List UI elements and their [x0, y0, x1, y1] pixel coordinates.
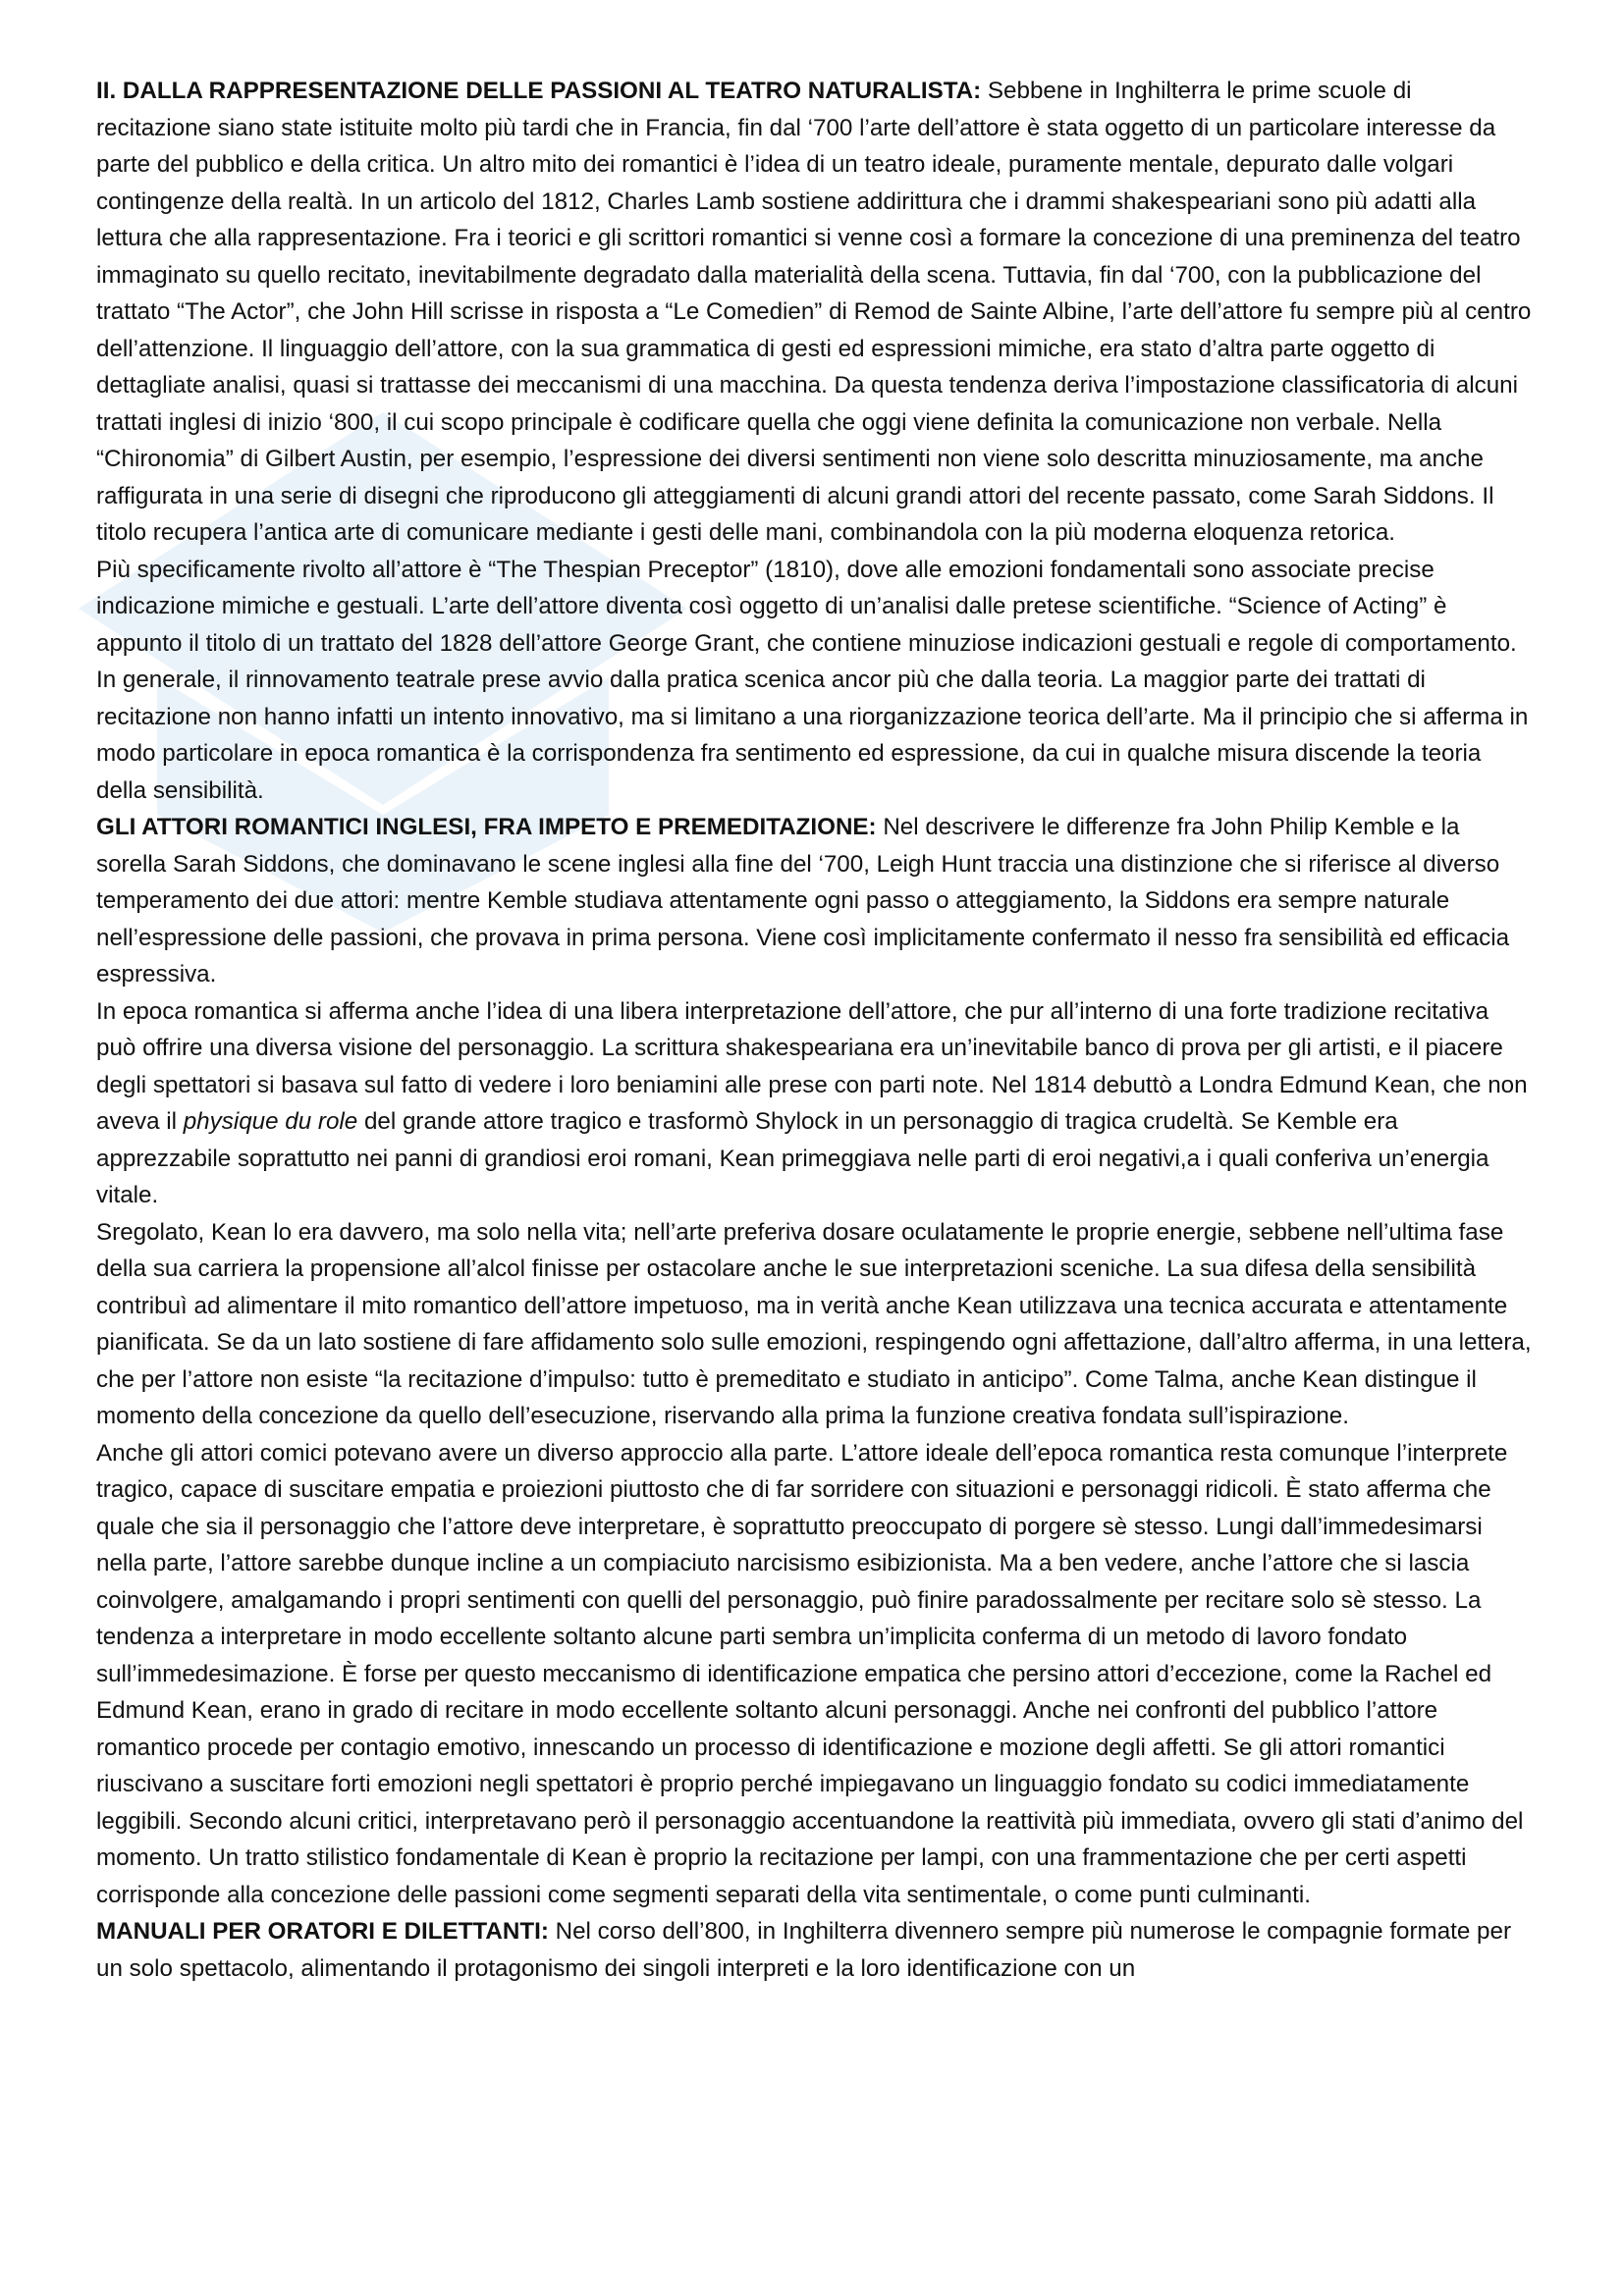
paragraph	[96, 809, 1532, 993]
paragraph: Sregolato, Kean lo era davvero, ma solo nella vita; nell’arte preferiva dosare oculatamente le proprie energie, sebbene nell’ultima fase della sua carriera la propensione all’alcol finisse per ostacolare anche le sue interpretazioni sceniche. La sua difesa della sensibilità contribuì ad alimentare il mito romantico dell’attore impetuoso, ma in verità anche Kean utilizzava una tecnica accurata e attentamente pianificata. Se da un lato sostiene di fare affidamento solo sulle emozioni, respingendo ogni affettazione, dall’altro afferma, in una lettera, che per l’attore non esiste “la recitazione d’impulso: tutto è premeditato e studiato in anticipo”. Come Talma, anche Kean distingue il momento della concezione da quello dell’esecuzione, riservando alla prima la funzione creativa fondata sull’ispirazione.	[96, 1218, 1532, 1429]
section-heading: MANUALI PER ORATORI E DILETTANTI:	[96, 1918, 549, 1945]
paragraph-text: Nel descrivere le differenze fra John Philip Kemble e la sorella Sarah Siddons, che dominavano le scene inglesi alla fine del ‘700, Leigh Hunt traccia una distinzione che si riferisce al diverso temperamento dei due attori: mentre Kemble studiava attentamente ogni passo o atteggiamento, la Siddons era sempre naturale nell’espressione delle passioni, che provava in prima persona. Viene così implicitamente confermato il nesso fra sensibilità ed efficacia espressiva.	[96, 814, 1510, 988]
paragraph-text: In epoca romantica si afferma anche l’idea di una libera interpretazione dell’attore, che pur all’interno di una forte tradizione recitativa può offrire una diversa visione del personaggio. La scrittura shakespeariana era un’inevitabile banco di prova per gli artisti, e il piacere degli spettatori si basava sul fatto di vedere i loro beniamini alle prese con parti note. Nel 1814 debuttò a Londra Edmund Kean, che non aveva il	[96, 997, 1528, 1135]
italic-phrase: physique du role	[183, 1108, 358, 1135]
section-heading: GLI ATTORI ROMANTICI INGLESI, FRA IMPETO E PREMEDITAZIONE:	[96, 814, 877, 840]
section-heading: II. DALLA RAPPRESENTAZIONE DELLE PASSIONI AL TEATRO NATURALISTA:	[96, 78, 982, 104]
paragraph: Anche gli attori comici potevano avere un diverso approccio alla parte. L’attore ideale dell’epoca romantica resta comunque l’interprete tragico, capace di suscitare empatia e proiezioni piuttosto che di far sorridere con situazioni e personaggi ridicoli. È stato afferma che quale che sia il personaggio che l’attore deve interpretare, è soprattutto preoccupato di porgere sè stesso. Lungi dall’immedesimarsi nella parte, l’attore sarebbe dunque incline a un compiaciuto narcisismo esibizionista. Ma a ben vedere, anche l’attore che si lascia coinvolgere, amalgamando i propri sentimenti con quelli del personaggio, può finire paradossalmente per recitare solo sè stesso. La tendenza a interpretare in modo eccellente soltanto alcune parti sembra un’implicita conferma di un metodo di lavoro fondato sull’immedesimazione. È forse per questo meccanismo di identificazione empatica che persino attori d’eccezione, come la Rachel ed Edmund Kean, erano in grado di recitare in modo eccellente soltanto alcuni personaggi. Anche nei confronti del pubblico l’attore romantico procede per contagio emotivo, innescando un processo di identificazione e mozione degli affetti. Se gli attori romantici riuscivano a suscitare forti emozioni negli spettatori è proprio perché impiegavano un linguaggio fondato su codici immediatamente leggibili. Secondo alcuni critici, interpretavano però il personaggio accentuandone la reattività più immediata, ovvero gli stati d’animo del momento. Un tratto stilistico fondamentale di Kean è proprio la recitazione per lampi, con una frammentazione che per certi aspetti corrisponde alla concezione delle passioni come segmenti separati della vita sentimentale, o come punti culminanti.	[96, 1439, 1524, 1908]
paragraph	[96, 73, 1532, 552]
paragraph-text: Sebbene in Inghilterra le prime scuole di recitazione siano state istituite molto più tardi che in Francia, fin dal ‘700 l’arte dell’attore è stata oggetto di un particolare interesse da parte del pubblico e della critica. Un altro mito dei romantici è l’idea di un teatro ideale, puramente mentale, depurato dalle volgari contingenze della realtà. In un articolo del 1812, Charles Lamb sostiene addirittura che i drammi shakespeariani sono più adatti alla lettura che alla rappresentazione. Fra i teorici e gli scrittori romantici si venne così a formare la concezione di una preminenza del teatro immaginato su quello recitato, inevitabilmente degradato dalla materialità della scena. Tuttavia, fin dal ‘700, con la pubblicazione del trattato “The Actor”, che John Hill scrisse in risposta a “Le Comedien” di Remod de Sainte Albine, l’arte dell’attore fu sempre più al centro dell’attenzione. Il linguaggio dell’attore, con la sua grammatica di gesti ed espressioni mimiche, era stato d’altra parte oggetto di dettagliate analisi, quasi si trattasse dei meccanismi di una macchina. Da questa tendenza deriva l’impostazione classificatoria di alcuni trattati inglesi di inizio ‘800, il cui scopo principale è codificare quella che oggi viene definita la comunicazione non verbale. Nella “Chironomia” di Gilbert Austin, per esempio, l’espressione dei diversi sentimenti non viene solo descritta minuziosamente, ma anche raffigurata in una serie di disegni che riproducono gli atteggiamenti di alcuni grandi attori del recente passato, come Sarah Siddons. Il titolo recupera l’antica arte di comunicare mediante i gesti delle mani, combinandola con la più moderna eloquenza retorica.	[96, 78, 1532, 546]
document-body	[96, 73, 1532, 1987]
paragraph: Più specificamente rivolto all’attore è “The Thespian Preceptor” (1810), dove alle emozioni fondamentali sono associate precise indicazione mimiche e gestuali. L’arte dell’attore diventa così oggetto di un’analisi dalle pretese scientifiche. “Science of Acting” è appunto il titolo di un trattato del 1828 dell’attore George Grant, che contiene minuziose indicazioni gestuali e regole di comportamento.	[96, 556, 1517, 657]
paragraph-text: Nel corso dell’800, in Inghilterra divennero sempre più numerose le compagnie formate per un solo spettacolo, alimentando il protagonismo dei singoli interpreti e la loro identificazione con un	[96, 1918, 1512, 1982]
paragraph	[96, 993, 1532, 1214]
paragraph: In generale, il rinnovamento teatrale prese avvio dalla pratica scenica ancor più che dalla teoria. La maggior parte dei trattati di recitazione non hanno infatti un intento innovativo, ma si limitano a una riorganizzazione teorica dell’arte. Ma il principio che si afferma in modo particolare in epoca romantica è la corrispondenza fra sentimento ed espressione, da cui in qualche misura discende la teoria della sensibilità.	[96, 667, 1529, 804]
paragraph	[96, 1913, 1532, 1987]
paragraph-text: del grande attore tragico e trasformò Shylock in un personaggio di tragica crudeltà. Se Kemble era apprezzabile soprattutto nei panni di grandiosi eroi romani, Kean primeggiava nelle parti di eroi negativi,a i quali conferiva un’energia vitale.	[96, 1108, 1489, 1208]
